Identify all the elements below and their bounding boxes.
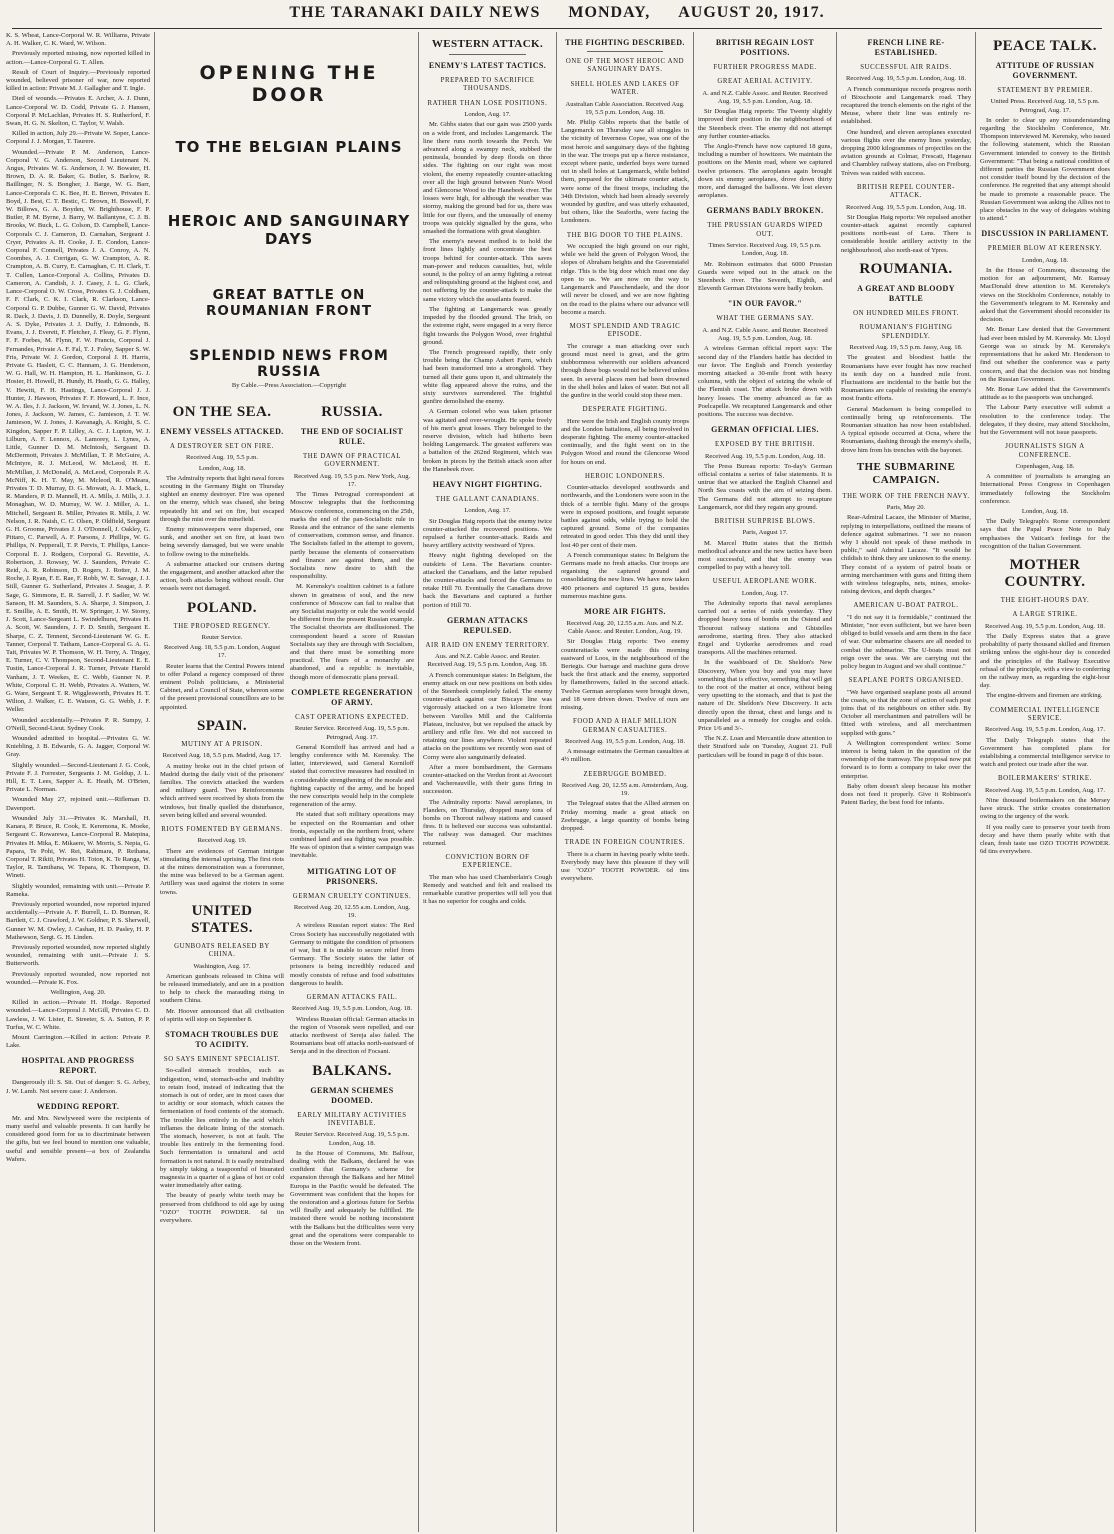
article-text: The Times Petrograd correspondent at Moscow telegraphs that the forthcoming Moscow conference, commencing on the 25th, marks the end of the pan-Socialistic rule in Russia and the entrance of the sane elements of conservatism, common sense, and finance. The Socialists failed in the attempt to govern, partly because the elements of conservatism and finance are against them, and the Socialists now desire to shift the responsibility. [290,491,414,581]
subheadline: GUNBOATS RELEASED BY CHINA. [174,942,270,959]
article-text: The enemy's newest method is to hold the front lines lightly and concentrate the best troops behind for counter-attack. This saves man-power and reduces casualties, but, while sound, is the policy of an army fighting a retreat and relinquishing ground at the highest cost, and not suffering by the counter-attack to make the same victory which the assailants feared. [423,238,552,303]
headline: STOMACH TROUBLES DUE TO ACIDITY. [165,1029,279,1049]
column-rule [556,32,557,1532]
article-text: A French communique records progress north of Bixschoote and Langemarck road. They recaptured the trench elements on the right of the Meuse, where their line was entirely re-established. [841,85,971,126]
section-headline: PEACE TALK. [993,38,1097,54]
column-sea-poland-spain [160,398,284,1532]
article-text: Wounded July 31.—Privates K. Marshall, H. Kanara, P. Bruce, R. Cook, E. Keremona, K. Moeke, Sergeant C. Rowarewa, Lance-Corporal R. Matepina, Privates H. Mika, E. Mikaere, W. Morris, S. Nepia, G. Papara, Te Pohi, W. Rei, Rahimara, P. Reihana, Corporal T. Rikiti, Privates H. Toton, K. Te Ranga, W. Taylor, R. Tamihana, W. Tepara, K. Thompson, D. Wineti. [6,814,150,880]
article-text: M. Kerensky's coalition cabinet is a failure shown in greatness of soul, and the new conference of Moscow can fail to realise that any Socialist majority or rule the world would be different from the present Russian example. The Socialist theorists are disillusioned. The correspondent heard a score of Russian Socialists say they are through with Socialism, and that there must be something more practical. The fears of a monarchy are abandoned, and a republic is inevitable, though more of democratic plans prevail. [290,583,414,681]
article-text: Slightly wounded.—Second-Lieutenant J. G. Cook, Private F. J. Forrester, Sergeants J. M. Goldup, J. L. Hill, E. T. Lees, Sapper A. E. Heath, M. O'Brien, Private L. Norman. [6,761,150,794]
subheadline: ROUMANIAN'S FIGHTING SPLENDIDLY. [859,324,953,340]
dateline: Received Aug. 19, 5.5 p.m. London, Aug. 18. [292,1005,412,1013]
dateline: Received Aug. 19, 5.5 p.m. Jassy, Aug. 18. [849,344,963,352]
masthead [20,4,1094,26]
article-text: Wounded accidentally.—Privates P. R. Sumpy, J. O'Neill, Second-Lieut. Sydney Cook. [6,716,150,732]
dateline: Received Aug. 18, 5.5 p.m. Madrid, Aug. 17. [162,752,282,760]
column-fighting-described [561,32,689,1532]
dateline: London, Aug. 18. [1021,256,1069,264]
dateline: London, Aug. 18. [198,464,246,472]
article-text: Mr. Gibbs states that our gain was 2500 yards on a wide front, and includes Langemarck. The line there runs north towards the Perch. We advanced along a swampy neck, stubbed the peninsula, bounded by deep floods on three sides. The fighting on our right was most violent, the enemy repeatedly counter-attacking over all the high ground between Nun's Wood and Glencorse Wood to the Hanebeek river. The losses were high, for although the weather was stormy, making the ground bad for us, there was little for our flyers, and the unusually of enemy troops was quickly signalled by the guns, who smashed the formations with great slaughter. [423,121,552,236]
column-casualty-lists [6,32,150,1532]
article-text: Mr. Bonar Law denied that the Government had ever been misled by M. Kerensky. Mr. Lloyd George was so struck by M. Kerensky's representations that he asked Mr. Henderson to find out whether the conference was a party concern, and that the decision was not binding on the Russian Government. [980,326,1110,383]
section-headline: RUSSIA. [321,404,383,420]
headline: MITIGATING LOT OF PRISONERS. [307,866,397,886]
dateline: Australian Cable Association. Received Aug. 19, 5.5 p.m. London, Aug. 18. [565,100,685,116]
section-headline: BALKANS. [312,1062,392,1079]
subheadline: EXPOSED BY THE BRITISH. [715,441,815,449]
subheadline: JOURNALISTS SIGN A CONFERENCE. [1005,443,1085,459]
article-text: Sir Douglas Haig reports: The Twenty slightly improved their position in the neighbourhood of the Steenbeck river. The enemy did not attempt any further counter-attacks. [698,108,832,140]
article-text: The French progressed rapidly, their only trouble being the Champ Aubert Farm, which had been transformed into a stronghold. They turned all their guns upon it, and ultimately the white flag appeared above the ruins, and the sixty survivors surrendered. The frightful gunfire demolished the enemy. [423,348,552,406]
subheadline: GREAT AERIAL ACTIVITY. [717,78,813,86]
article-text: The engine-drivers and firemen are striking. [986,692,1103,700]
dateline: Reuter Service. Received Aug. 19, 5.5 p.m. Petrograd, Aug. 17. [294,725,410,741]
column-rule [693,32,694,1532]
article-text: Sir Douglas Haig reports: We repulsed another counter-attack against recently captured positions north-east of Lens. There is considerable hostile artillery activity in the neighbourhood, also north-east of Ypres. [841,213,971,254]
column-rule [418,32,419,1532]
dateline: A. and N.Z. Cable Assoc. and Reuter. Received Aug. 19, 5.5 p.m. London, Aug. 18. [702,89,828,106]
masthead-title: THE TARANAKI DAILY NEWS [289,4,541,21]
subheadline: RIOTS FOMENTED BY GERMANS. [161,825,283,833]
article-text: The Admiralty reports that light naval forces scouting in the Germany Bight on Thursday sighted an enemy destroyer. Fire was opened on the enemy, which was chased, she being repeatedly hit and set on fire, but escaped through the mist over the minefield. [160,474,284,523]
article-text: Here were the Irish and English county troops and the London battalions, all being involved in desperate fighting. The enemy counter-attacked continually, and the fight went on in the Polygon Wood and round the Glencorse Wood for hours on end. [561,417,689,466]
section-headline: SPAIN. [196,717,248,734]
dateline: Received Aug. 20, 12.55 a.m. Amsterdam, Aug. 19. [561,782,689,798]
section-headline: THE SUBMARINE CAMPAIGN. [856,460,956,486]
headline: DISCUSSION IN PARLIAMENT. [981,229,1109,239]
subheadline: COMMERCIAL INTELLIGENCE SERVICE. [989,706,1100,723]
article-text: A French communique states: In Belgium, the enemy attack on our new positions on both sides of the Steenbeek completely failed. The enemy counter-attack against our Biscaye line was vigorously attacked on a two kilometre front between Varolles Mill and the California Plateau, inclusive, but we repulsed the attack by artillery and rifle fire. We did not succeed in retaining our lines anywhere. Violent repeated attacks on the positions we recently won east of Corny were also sanguinarily defeated. [423,671,552,761]
subheadline: SEAPLANE PORTS ORGANISED. [848,677,964,685]
dateline: United Press. Received Aug. 18, 5.5 p.m. Petrograd, Aug. 17. [990,98,1100,114]
article-text: The courage a man attacking over such ground must need is great, and the grim stubbornness wherewith our soldiers advanced through these bogs would not be believed unless seen. In several places men had been drowned in the shell holes and lakes of water. But not all the gunfire in the world could stop these men. [561,342,689,399]
article-text: The Anglo-French have now captured 18 guns, including a number of howitzers. We maintain the positions on the Menin road, where we captured twelve prisoners. The aeroplanes again brought down six enemy aeroplanes, drove down thirty more, and damaged the balloons. We lost eleven aeroplanes. [698,143,832,200]
headline: GERMAN ATTACKS REPULSED. [446,615,529,635]
article-text: A mutiny broke out in the chief prison of Madrid during the daily visit of the prisoners' families. The convicts attacked the warders and military guard. Two Reinforcements which arrived were received by shots from the windows, but finally quelled the disturbance, seven being killed and several wounded. [160,762,284,819]
article-text: The greatest and bloodiest battle the Roumanians have ever fought has now reached its tenth day on a hundred mile front. Fluctuations are incidental to the battle but the Roumanians are capable of resisting the enemy's most frantic efforts. [841,354,971,403]
article-text: A wireless German official report says: The second day of the Flanders battle has decided in our favor. The English and French yesterday morning attacked a 30-mile front with heavy columns, with the object of seizing the whole of the Flemish coast. The attack broke down with heavy losses. The enemy advanced as far as Poelcapelle. We recaptured Langemarck and other positions. The success was decisive. [698,345,832,418]
dateline: Received Aug. 19, 5.5 p.m. London, Aug. 18. [985,622,1105,630]
section-headline: UNITED STATES. [191,902,253,936]
article-text: Mr. Hoover announced that all civilisation of spirits will stop on September 8. [160,1007,284,1023]
dateline: London, Aug. 17. [464,507,511,515]
headline: ENEMY VESSELS ATTACKED. [160,427,284,436]
article-text: Killed in action.—Private H. Hodge. Reported wounded.—Lance-Corporal J. McGill, Privates C. D. Lawless, J. W. Lister, E. Streeter, S. A. Sutton, P. P. Turfus, W. C. White. [6,999,150,1031]
subheadline: THE PROPOSED REGENCY. [173,622,271,630]
article-text: Counter-attacks developed southwards and northwards, and the Londoners were soon in the thick of a terrible fight. Many of the groups were in exposed positions, and fought separate battles against odds, while trying to hold the captured ground. Some of the companies retreated in good order. This they did until they lost 40 per cent of their men. [561,484,689,549]
subheadline: BRITISH REPEL COUNTER-ATTACK. [857,183,955,200]
subheadline: THE EIGHT-HOURS DAY. [1000,596,1090,604]
article-text: Mount Carrington.—Killed in action: Private P. Lake. [6,1033,150,1050]
headline: HEAVY NIGHT FIGHTING. [432,479,543,489]
article-text: Mr. Bonar Law added that the Government's attitude as to the passports was unchanged. [980,385,1110,402]
article-text: A German colonel who was taken prisoner was agitated and over-wrought. He spoke freely of his men's great losses. They belonged to the reserve division, which had hitherto been holding Langemarck. The greatest sufferers was a battalion of the 262nd Regiment, which was broken in pieces by the British attack soon after the Hanebeek river. [423,408,552,473]
headline: A GREAT AND BLOODY BATTLE [857,283,955,303]
banner-headline: OPENING THE DOOR [199,62,379,106]
article-text: A committee of journalists is arranging an International Press Congress in Copenhagen immediately following the Stockholm conference. [980,473,1110,505]
article-text: Wounded May 27, rejoined unit.—Rifleman D. Davenport. [6,796,150,812]
dateline: Received Aug. 19, 5.5 p.m. New York, Aug. 17. [293,472,411,489]
subheadline: EARLY MILITARY ACTIVITIES INEVITABLE. [297,1111,407,1128]
subheadline: THE PRUSSIAN GUARDS WIPED OUT. [707,222,823,238]
headline: GERMAN SCHEMES DOOMED. [310,1085,394,1105]
dateline: London, Aug. 17. [741,589,789,597]
column-russia-balkans [290,398,414,1532]
main-banner [160,32,418,402]
subheadline: THE WORK OF THE FRENCH NAVY. [842,492,970,500]
article-text: The beauty of pearly white teeth may be preserved from childhood to old age by using "OZO" TOOTH POWDER. 6d tin everywhere. [160,1192,284,1225]
article-text: Dangerously ill: S. Sit. Out of danger: S. G. Arbey, J. W. Lamb. Not severe case: J. Anderson. [6,1079,150,1095]
article-text: Wounded admitted to hospital.—Privates G. W. Kniebling, J. B. Edwards, G. A. Jagger, Corporal W. Gray. [6,735,150,759]
subheadline: BRITISH SURPRISE BLOWS. [714,517,816,525]
section-headline: ROUMANIA. [859,260,953,277]
headline: WEDDING REPORT. [36,1101,120,1111]
article-text: Baby often doesn't sleep because his mother does not feed it properly. Give it Robinson's Patent Barley, the best food for infants. [841,782,971,807]
article-text: Enemy minesweepers were dispersed, one sunk, and another set on fire, at least two being severely damaged, but we were unable to follow owing to the minefields. [160,526,284,558]
article-text: There are evidences of German intrigue stimulating the internal uprising. The first riots at the mines demonstration was a forerunner, the mine was believed to be a German agent. Artillery was used against the rioters in some towns. [160,847,284,896]
column-british-positions [698,32,832,1532]
article-text: Rear-Admiral Lacaze, the Minister of Marine, replying to interpellations, outlined the means of defence against submarines. "I see no reason why I should not speak of these methods in public," said Admiral Lacaze. "It would be childish to think they are unknown to the enemy. They consist of a system of patrol boats or arming merchantmen with guns and fitting them with wireless telegraphs, nets, mines, smoke-raising devices, and depth charges." [841,514,971,596]
dateline: Copenhagen, Aug. 18. [1015,462,1075,470]
article-text: The Press Bureau reports: To-day's German official contains a series of false statements. It is untrue that we attacked the English Channel and North Sea coasts with the aim of seizing them. The Germans did not attempt to recapture Langemarck, nor did they regain any ground. [698,462,832,511]
section-headline: WESTERN ATTACK. [431,38,544,50]
subheadline: A LARGE STRIKE. [1012,611,1078,619]
subheadline: AMERICAN U-BOAT PATROL. [853,602,959,610]
subheadline: A DESTROYER SET ON FIRE. [170,443,274,450]
article-text: Died of wounds.—Privates E. Archer, A. J. Dunn, Lance-Corporal W. D. Codd, Private G. J. Hansen, Corporal P. McLachlan, Privates H. S. Rutherford, F. Swan, H. G. N. Skelton, C. Taylor, V. Walsh. [6,95,150,128]
article-text: The Daily Telegraph states that the Government has completed plans for establishing a commercial intelligence service to watch and protect our trade after the war. [980,736,1110,769]
column-french-roumania [841,32,971,1532]
column-western-attack [423,32,552,1532]
dateline: Received Aug. 20, 12.55 a.m. London, Aug. 19. [293,903,411,920]
subheadline: CAST OPERATIONS EXPECTED. [295,713,409,721]
headline: BRITISH REGAIN LOST POSITIONS. [715,38,815,57]
subheadline: MUTINY AT A PRISON. [181,740,263,748]
article-text: Result of Court of Inquiry.—Previously reported wounded, believed prisoner of war, now reported killed in action: Private M. J. Gallagher and T. Ingle. [6,68,150,93]
article-text: The Daily Telegraph's Rome correspondent says that the Papal Peace Note to Italy emphasises the Vatican's feelings for the recognition of the Italian Government. [980,518,1110,550]
article-text: K. S. Wheat, Lance-Corporal W. R. Williams, Private A. H. Walker, C. K. Ward, W. Wilson. [6,32,150,48]
article-text: The N.Z. Loan and Mercantile draw attention to their Stratford sale on Tuesday, August 21. Full particulars will be found in page 8 of this issue. [698,735,832,759]
subheadline: PREMIER BLOW AT KERENSKY. [987,245,1103,253]
article-text: A submarine attacked our cruisers during the engagement, and another attacked after the action, both attacks being without result. Our vessels were not damaged. [160,560,284,593]
dateline: Received Aug. 19, 5.5 p.m. London, Aug. 17. [985,726,1105,734]
masthead-rule [12,28,1102,29]
subheadline: FOOD AND A HALF MILLION GERMAN CASUALTIES. [572,718,678,734]
article-text: Nine thousand boilermakers on the Mersey have struck. The strike creates consternation owing to the urgency of the work. [980,797,1110,821]
column-rule [836,32,837,1532]
article-text: Sir Douglas Haig reports: Two enemy counterattacks were made this morning eastward of Loos, in the neighbourhood of the Bertegis. Our barrage and machine guns drove back the first attack and the enemy, supported by flamethrowers, failed in the second attack. Twelve German aeroplanes were brought down, and 18 were driven down. Twelve of ours are missing. [561,638,689,712]
article-text: Previously reported wounded, now reported injured accidentally.—Private A. F. Burrell, L. D. Bunnan, R. Bartlett, C. J. Crawford, J. W. Goldner, P. S. Sherwell, Gunner W. M. Owley, J. Cashan, H. D. Pasley, H. P. Mathewson, Sergt. G. H. Linden. [6,900,150,941]
article-text: Previously reported wounded, now reported slightly wounded, remaining with unit.—Private J. S. Butterworth. [6,943,150,968]
subheadline: MOST SPLENDID AND TRAGIC EPISODE. [569,322,681,339]
subheadline: ONE OF THE MOST HEROIC AND SANGUINARY DAYS. [565,58,685,74]
headline: FRENCH LINE RE-ESTABLISHED. [867,38,945,57]
article-text: Slightly wounded, remaining with unit.—Private P. Rameka. [6,882,150,898]
dateline: A. and N.Z. Cable Assoc. and Reuter. Received Aug. 19, 5.5 p.m. London, Aug. 18. [702,326,828,343]
subheadline: THE DAWN OF PRACTICAL GOVERNMENT. [303,453,401,469]
subheadline: ZEEBRUGGE BOMBED. [583,770,667,778]
article-text: American gunboats released in China will be released immediately, and are in a position to help to check the marauding rising in southern China. [160,972,284,1005]
article-text: Wounded.—Private P. M. Anderson, Lance-Corporal V. G. Anderson, Second Lieutenant N. Angus, Privates W. G. Anderson, J. W. Bowater, H. Brown, D. A. R. Baker, G. Butler, S. Barlow, R. Baillinger, N. S. Bongher, J. Barge, W. G. Barr, Lance-Corporals C. K. Bee, H. E. Brown, Privates E. Boyd, J. Best, C. T. Bestic, C. Brown, H. Boswell, F. W. Billows, G. A. Boyden, W. Brighthouse, F. P. Butler, P. M. Byrne, J. Barry, W. Ballantyne, C. J. B. Brooks, W. Buck, L. G. Colson, D. Campbell, Lance-Corporals C. J. Cameron, D. Carnahan, Sergeant J. Cryer, Privates A. H. Cooke, J. E. Condon, Lance-Corporal F. Connell, Privates J. A. Conroy, A. N. Coombes, A. J. Corrigan, G. W. Crampton, A. R. Crampton, A. B. Curry, E. Carnaghan, C. H. Clark, T. T. Cullen, Lance-Corporal A. Collins, Privates D. Cameron, A. Candish, J. J. Casey, J. L. G. Clark, Lance-Corporal O. W. Cross, Privates G. J. Coldham, F. F. Clark, C. K. I. Clark, R. Clarkson, Lance-Corporal G. P. Dubbe, Gunner G. W. David, Privates R. Dack, J. Davis, J. D. Dunnelly, R. Doyle, Sergeant A. S. Dyke, Privates J. J. Duffy, J. Edmonds, B. Evans, J. J. Everett, F. Fletcher, J. Fleay, G. F. Flynn, F. F. Forbes, M. Flynn, F. W. Francis, Corporal J. Fernandes, Private A. F. Fal, T. J. Foley, Sapper S. W. Fris, Private W. J. Gordon, Corporal J. H. Harris, Private G. Haslett, C. C. Hannam, J. G. Henderson, W. G. Hall, W. H. Hampton, H. L. Hankinson, G. J. Hosier, H. Howell, H. Hundy, H. Heath, G. G. Halley, V. Hewitt, F. H. Hastings, Lance-Corporal J. J. Hunter, J. Hawson, Privates F. F. Howard, L. F. Ince, W. A. Iles, J. J. Jackson, W. Irvand, W. J. Jones, L. N. Jones, J. Jackson, W. James, C. Jamieson, J. T. W. Jamieson, W. J. Jones, J. Kavanagh, A. Knight, S. C. Kingdon, Sapper F. P. Lilley, A. C. J. Lupton, W. J. Lilburn, A. F. Lennox, A. Lamorey, L. Lynes, A. Little, Gunner D. M. McIntosh, Sergeant D. McDermott, Privates J. McMillan, T. P. McGuire, A. McIntyre, R. J. McLeod, W. McLeod, H. E. McMillan, J. McDonald, A. McLeod, Corporals P. A. McNiff, K. H. T. May, M. Mcleod, R. O'Meara, Privates T. D. Murray, D. G. Mowatt, A. J. Mack, L. R. Manders, P. D. Mannell, H. A. Mills, J. Mills, J. J. Monaghan, W. D. Murray, W. W. J. Miller, A. L. Mitchell, Sergeant R. Miller, Privates R. Mills, J. W. Nelson, J. R. Naish, C. C. Olsen, P. Oldfield, Sergeant G. H. Groome, Privates J. J. O'Donnell, J. Oakley, G. Pittaro, C. Parwell, A. F. Parsons, J. Phillips, W. G. Phillips, N. Pepperall, T. P. Pervis, T. Phillips, Lance-Corporal E. J. Rodgers, Corporal G. Revettie, A. Robertson, J. Rowsey, W. J. Saunders, Private C. Reid, A. R. Robinson, D. Rogers, J. Rotter, J. M. Roche, J. Ryan, F. E. Rae, F. Robb, W. E. Savage, J. J. Still, Gunner G. Sutherland, Privates J. Seagar, J. P. Sage, G. Simmons, E. R. Sarrell, J. F. Sadler, W. W. Sanson, H. M. Saunders, S. A. Sharpe, J. Simpson, J. E. Smillie, A. E. Smith, H. W. Springer, J. W. Storey, J. Scott, Lance-Sergeant L. Swindelhurst, Privates H. A. Scott, W. Saunders, J. F. D. Smith, Sergeant E. Sharpe, C. Z. Tennent, Second-Lieutenant W. G. E. Tanner, Corporal T. Tatham, Lance-Corporal G. A. G. Tait, Privates W. P. Thomson, W. H. Terry, A. Tingay, E. Turner, C. V. Thompson, Second-Lieutenant E. E. Tustin, Lance-Corporal J. R. Turner, Private Harold Vanham, J. T. Weekes, E. C. Webb, Gunner N. P. White, Corporal C. H. Webb, Privates A. Watters, W. G. Ware, Sergeant T. R. Wigglesworth, Privates H. T. Wilton, J. Walker, C. E. Watson, G. G. Webb, J. F. Weller. [6,148,150,714]
article-text: He stated that soft military operations may be expected on the Roumanian and other fronts, especially on the northern front, where combined land and sea fighting was possible. He was of opinion that a winter campaign was inevitable. [290,811,414,860]
article-text: The Admiralty reports: Naval aeroplanes, in Flanders, on Thursday, dropped many tons of bombs on Thorout railway stations and caused fires. It is believed our success was substantial. The railway was damaged. Our machines returned. [423,798,552,847]
headline: GERMAN OFFICIAL LIES. [711,425,819,435]
subheadline: THE BIG DOOR TO THE PLAINS. [566,231,684,239]
dateline: Reuter Service. Received Aug. 19, 5.5 p.m. London, Aug. 18. [294,1131,410,1147]
subheadline: USEFUL AEROPLANE WORK. [712,578,818,586]
headline: COMPLETE REGENERATION OF ARMY. [291,687,413,707]
article-text: The man who has used Chamberlain's Cough Remedy and watched and felt and realised its remarkable curative properties will tell you that it has no superior for coughs and colds. [423,873,552,906]
banner-headline: TO THE BELGIAN PLAINS [175,138,403,156]
subheadline: SO SAYS EMINENT SPECIALIST. [163,1055,281,1063]
article-text: Heavy night fighting developed on the outskirts of Lens. The Bavarians counter-attacked the Canadians, and the latter repulsed the counter-attacks and forced the Germans to retake Hill 70. Eventually the Canadians drove back the Bavarians and captured a further portion of Hill 70. [423,552,552,609]
article-text: A French communique states: In Belgium the Germans made no fresh attacks. Our troops are organising the captured ground and consolidating the new lines. We have now taken 400 prisoners and captured 15 guns, besides numerous machine guns. [561,551,689,600]
article-text: Mr. and Mrs. Newlyweed were the recipients of many useful and valuable presents. It can hardly be considered good form for us to discriminate between the gifts, but we feel bound to mention one valuable, useful and sensible present—a box of Zealandia Wafers. [6,1114,150,1163]
dateline: Received Aug. 20, 12.55 a.m. Aus. and N.Z. Cable Assoc. and Reuter. London, Aug. 19. [566,620,684,636]
article-text: Killed in action, July 29.—Private W. Soper, Lance-Corporal J. J. Morgan, T. Taurere. [6,130,150,146]
article-text: Reuter learns that the Central Powers intend to offer Poland a regency composed of three eminent Polish politicians, a Ministerial Cabinet, and a Council of State, whereon some of the present provisional councillors are to be appointed. [160,662,284,711]
article-text: So-called stomach troubles, such as indigestion, wind, stomach-ache and inability to retain food, instead of indicating that the stomach is out of order, are in most cases due to acidity or sour stomach, which causes the fermentation of food contents of the stomach. The trouble lies entirely in the acid which inflames the delicate lining of the stomach. The stomach, however, is not at fault. The trouble lies entirely in the fermenting food. Such fermentation is unnatural and acid formation is not natural. It is easily neutralised by simply taking a teaspoonful of bisurated magnesia in a quarter of a glass of hot or cold water immediately after eating. [160,1067,284,1190]
section-headline: ON THE SEA. [172,404,272,420]
article-text: The Telegraaf states that the Allied airmen on Friday morning made a great attack on Zeebrugge, a large quantity of bombs being dropped. [561,800,689,833]
article-text: After a more bombardment, the Germans counter-attacked on the Verdun front at Avocourt and Vachereauville, with their guns firing in succession. [423,763,552,796]
byline: By Cable.—Press Association.—Copyright [231,382,347,389]
headline: GERMANS BADLY BROKEN. [706,206,824,216]
article-text: "We have organised seaplane posts all around the coasts, so that the zone of action of each post joins that of its neighbours on either side. By October all merchantmen and patrollers will be fitted with wireless, and all merchantmen supplied with guns." [841,688,971,737]
section-headline: MOTHER COUNTRY. [1004,556,1086,590]
section-headline: POLAND. [187,599,257,616]
article-text: In the House of Commons, Mr. Balfour, dealing with the Balkans, declared he was confident that Germany's scheme for expansion through the Balkans and her Mittel Europa in the Pacific would be defeated. The Government was confident that the hopes for the restoration and a glorious future for Serbia will finally and adequately be fulfilled. He insisted there would be nothing inconsistent with the Balkans but the difficulties were very great and the operations were comparable to those on the Western front. [290,1149,414,1248]
headline: THE FIGHTING DESCRIBED. [565,38,685,47]
article-text: General Korniloff has arrived and had a lengthy conference with M. Kerensky. The latter, interviewed, said General Korniloff stated that corrective measures had resulted in a considerable strengthening of the morale and fighting capacity of the army, and he hoped the new conscripts would help in the complete regeneration of the army. [290,743,414,809]
article-text: General Mackensen is being compelled to continually bring up reinforcements. The Roumanian situation has now been established. A typical episode occurred at Ocna, where the Roumanians, dashing through the enemy's shells, drove him from his trenches with the bayonet. [841,405,971,454]
masthead-date: AUGUST 20, 1917. [678,4,825,21]
dateline: Reuter Service. [201,634,243,642]
column-peace-talk [980,32,1110,1532]
article-text: There is a charm in having pearly white teeth. Everybody may have this pleasure if they will use "OZO" TOOTH POWDER. 6d tins everywhere. [561,850,689,883]
subheadline: AIR RAID ON ENEMY TERRITORY. [425,641,550,649]
article-text: The Daily Express states that a grave probability of party thousand skilled and firemen striking unless the eight-hour day is conceded and the principles of the Railway Executive refusal of the principle, with a view to conferring on the railway men, as regarding the eight-hour day. [980,632,1110,690]
dateline: Washington, Aug. 17. [193,962,251,970]
article-text: The fighting at Langemarck was greatly impeded by the flooded ground. The Irish, on the extreme right, were engaged in a very fierce fight towards the Polygon Wood, over frightful ground. [423,305,552,346]
article-text: If you really care to preserve your teeth from decay and have them pearly white with that clean, fresh taste use OZO TOOTH POWDER. 6d tins everywhere. [980,823,1110,856]
dateline: Received Aug. 19. [197,837,247,845]
article-text: In the House of Commons, discussing the motion for an adjournment, Mr. Ramsay MacDonald drew attention to M. Kerensky's views on the Stockholm Conference, notably to the Government's telegram to M. Kerensky and asked that the Government should reconsider its decision. [980,267,1110,324]
subheadline: TRADE IN FOREIGN COUNTRIES. [564,839,686,847]
headline: THE END OF SOCIALIST RULE. [300,427,404,446]
article-text: A message estimates the German casualties at 4½ million. [561,748,689,764]
dateline: Aus. and N.Z. Cable Assoc. and Reuter. Received Aug. 19, 5.5 p.m. London, Aug. 18. [427,653,548,669]
subheadline: RATHER THAN LOSE POSITIONS. [427,99,548,107]
headline: "IN OUR FAVOR." [727,299,803,309]
headline: MORE AIR FIGHTS. [584,607,666,617]
dateline: London, Aug. 18. [1021,507,1069,515]
dateline: Received Aug. 19, 5.5 p.m. London, Aug. 18. [846,75,966,83]
article-text: M. Marcel Hutin states that the British methodical advance and the new tactics have been most successful, and that the enemy was compelled to pay with a heavy toll. [698,539,832,572]
article-text: Mr. Robinson estimates that 6000 Prussian Guards were wiped out in the attack on the Steenbeck river. The Seventh, Eighth, and Eleventh German Divisions were badly broken. [698,260,832,293]
article-text: The Admiralty reports that naval aeroplanes carried out a series of raids yesterday. They dropped heavy tons of bombs on the Ostend and Thourout railway stations and Ghistelles aerodrome, starting fires. They also attacked Engel and Uytkerke aerodromes and road transports. All the machines returned. [698,599,832,657]
subheadline: HEROIC LONDONERS. [584,472,666,480]
article-text: A Wellington correspondent writes: Some interest is being taken in the question of the ownership of the tramway. The proposal now put forward is to form a company to take over the enterprise. [841,739,971,780]
masthead-day: MONDAY, [568,4,651,21]
dateline: Paris, August 17. [742,529,788,537]
dateline: Received Aug. 19, 5.5 p.m. [186,454,258,462]
dateline: Times Service. Received Aug. 19, 5.5 p.m. London, Aug. 18. [708,242,822,258]
article-text: Wireless Russian official: German attacks in the region of Vosonsk were repelled, and our attacks northwest of Sereja also failed. The Roumanians beat off attacks north-eastward of Sereja and in the direction of Focsani. [290,1015,414,1056]
headline: ENEMY'S LATEST TACTICS. [428,61,547,70]
subheadline: GERMAN ATTACKS FAIL. [306,993,398,1001]
article-text: We occupied the high ground on our right, while we held the green of Polygon Wood, the slopes of Abraham heights and the Gravenstafel ridge. This is the big door which must one day open to us. We are now on the way to Langemarck and Passchendaele, and the door will never be closed, and we are now fighting on the road to the plains where our advance will become a march. [561,243,689,316]
dateline: Received Aug. 19, 5.5 p.m. London, Aug. 18. [846,203,966,211]
column-rule [975,32,976,1532]
article-text: Sir Douglas Haig reports that the enemy twice counter-attacked the recovered positions. We repulsed a further counter-attack. Raids and heavy artillery activity westward of Ypres. [423,517,552,550]
article-text: In the washboard of Dr. Sheldon's New Discovery, When you buy and you may have something that is effective, something that will get to the root of the matter at once, without being very upsetting to the stomach, and that is just the nature of Dr. Sheldon's New Discovery. It acts directly upon the throat, chest and lungs and is unparalleled as a remedy for coughs and colds. Price 1/6 and 3/-. [698,659,832,733]
subheadline: GERMAN CRUELTY CONTINUES. [292,892,412,900]
dateline: Received Aug. 19, 5.5 p.m. London, Aug. 17. [985,786,1105,794]
dateline: London, Aug. 17. [464,111,511,119]
dateline: Wellington, Aug. 20. [50,988,106,996]
subheadline: SHELL HOLES AND LAKES OF WATER. [570,80,680,97]
article-text: Previously reported missing, now reported killed in action.—Lance-Corporal G. T. Allen. [6,50,150,66]
article-text: Previously reported wounded, now reported not wounded.—Private K. Fox. [6,970,150,986]
subheadline: STATEMENT BY PREMIER. [997,87,1093,94]
subheadline: FURTHER PROGRESS MADE. [713,64,817,71]
subheadline: DESPERATE FIGHTING. [582,406,668,414]
dateline: Received Aug. 18, 5.5 p.m. London, August 17. [163,644,281,660]
banner-headline: SPLENDID NEWS FROM RUSSIA [189,348,389,380]
dateline: Received Aug. 19, 5.5 p.m. London, Aug. 18. [705,452,825,460]
subheadline: WHAT THE GERMANS SAY. [716,315,814,323]
article-text: Mr. Philip Gibbs reports that the battle of Langemarck on Thursday saw all struggles in the vicinity of Inverness Copse, was one of the most heroic and sanguinary days of the fighting in the war. The troops put up a fierce resistance, except where panic, underfed boys were turned out in shell holes at Langemarck, while behind them, prepared for the ultimate counter attack, were some of the finest troops, including the 34th Division, which had been already severely wounded by gunfire, and was utterly exhausted, but others, like the Seaforths, were facing the Londoners. [561,119,689,225]
dateline: Received Aug. 19, 5.5 p.m. London, Aug. 18. [565,738,685,746]
subheadline: ON HUNDRED MILES FRONT. [853,309,959,317]
dateline: Paris, May 20. [886,504,926,512]
headline: ATTITUDE OF RUSSIAN GOVERNMENT. [995,61,1095,80]
banner-headline: GREAT BATTLE ON ROUMANIAN FRONT [205,287,373,319]
subheadline: SUCCESSFUL AIR RAIDS. [860,64,952,71]
article-text: The Labour Party executive will submit a resolution to the conference today. The delegates, if they desire, may attend Stockholm, but the Government will not issue passports. [980,404,1110,436]
column-rule [154,32,155,1532]
headline: HOSPITAL AND PROGRESS REPORT. [21,1056,135,1076]
article-text: One hundred, and eleven aeroplanes executed various flights over the enemy lines yesterday, dropping 2000 kilogrammes of projectiles on the aviation grounds at Colmar, Frescati, Hagenau and Chambley railway stations, also on Freiburg. Trèves was raided with success. [841,128,971,177]
article-text: In order to clear up any misunderstanding regarding the Stockholm Conference, Mr. Thompson interviewed M. Kerensky, who issued the following statement, which the Russian Government intended to convey to the British Government: "That being a national condition of different parties the Russian Government does not consider itself bound by the decision of the conference. He regretted that any attempt should be made to promote a reasonable peace. The Russian Government was asking the Allies not to place obstacles in the way of delegates wishing to attend." [980,116,1110,223]
subheadline: BOILERMAKERS' STRIKE. [998,775,1092,783]
subheadline: THE GALLANT CANADIANS. [435,495,540,503]
article-text: "I do not say it is formidable," continued the Minister, "nor even sufficient, but we have been obliged to build vessels and arm them in the face of war. Our submarine chasers are all needed to combat the submarine. The U-boats must not reign over the seas. We are carrying out the policy begun in August and we shall continue." [841,613,971,670]
subheadline: CONVICTION BORN OF EXPERIENCE. [445,853,530,870]
subheadline: PREPARED TO SACRIFICE THOUSANDS. [440,77,535,93]
banner-headline: HEROIC AND SANGUINARY DAYS [167,212,411,248]
article-text: A wireless Russian report states: The Red Cross Society has successfully negotiated with Germany to mitigate the condition of prisoners of war, but it is unable to secure relief from Germany. The Society states the latter of prisoners is being incredibly reduced and mostly consists of refuse and food substitutes dangerous to health. [290,922,414,987]
